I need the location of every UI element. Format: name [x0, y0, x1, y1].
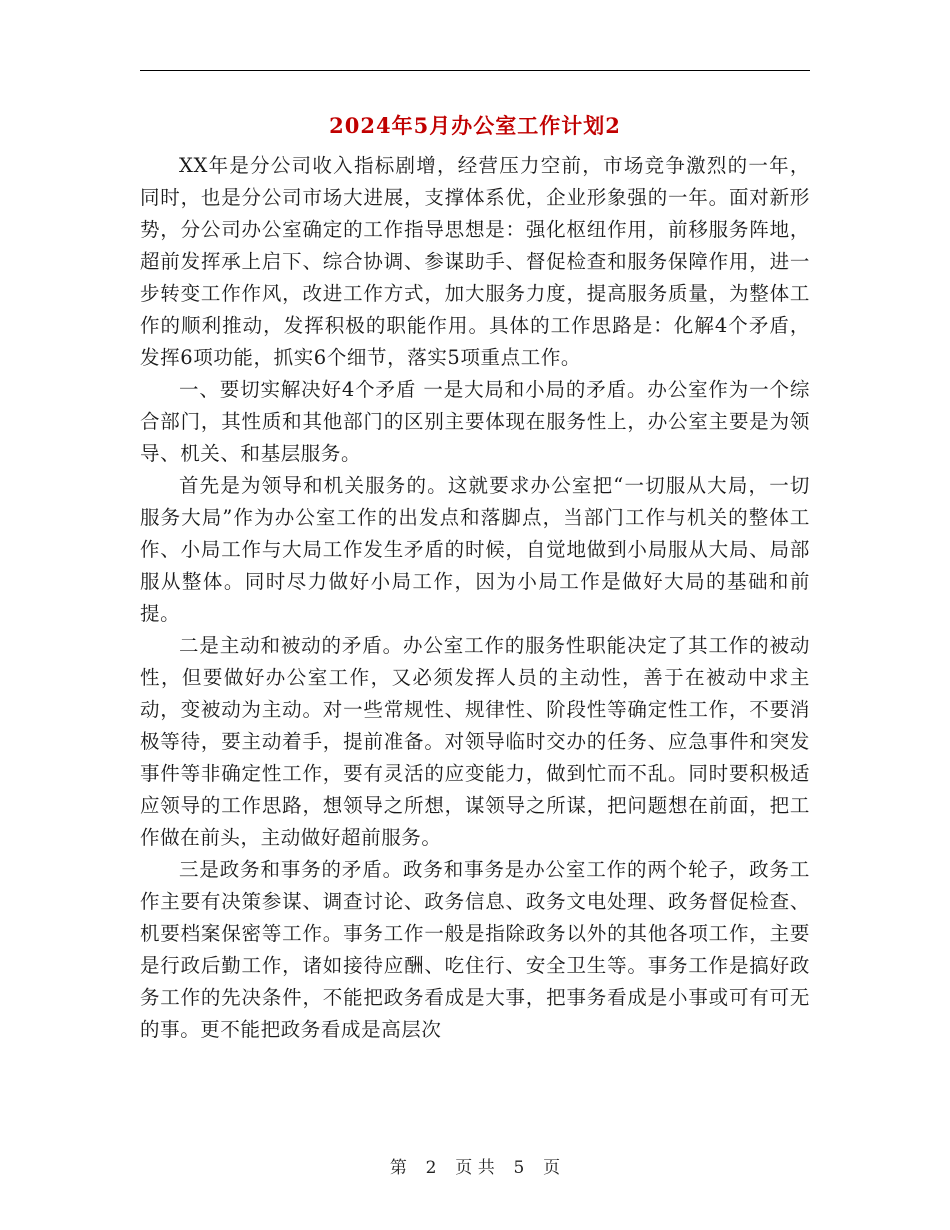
header-rule — [140, 70, 810, 71]
footer-total-pages: 5 — [513, 1158, 525, 1178]
paragraph: XX年是分公司收入指标剧增，经营压力空前，市场竞争激烈的一年，同时，也是分公司市场大进展，支撑体系优，企业形象强的一年。面对新形势，分公司办公室确定的工作指导思想是：强化枢纽作用，前移服务阵地，超前发挥承上启下、综合协调、参谋助手、督促检查和服务保障作用，进一步转变工作作风，改进工作方式，加大服务力度，提高服务质量，为整体工作的顺利推动，发挥积极的职能作用。具体的工作思路是：化解4个矛盾，发挥6项功能，抓实6个细节，落实5项重点工作。 — [140, 154, 810, 369]
page-footer — [140, 1153, 810, 1178]
footer-suffix: 页 — [543, 1158, 561, 1178]
footer-middle: 页 共 — [455, 1158, 495, 1178]
paragraph: 首先是为领导和机关服务的。这就要求办公室把“一切服从大局，一切服务大局”作为办公室工作的出发点和落脚点，当部门工作与机关的整体工作、小局工作与大局工作发生矛盾的时候，自觉地做到小局服从大局、局部服从整体。同时尽力做好小局工作，因为小局工作是做好大局的基础和前提。 — [140, 474, 810, 625]
document-title: 2024年5月办公室工作计划2 — [329, 113, 621, 138]
document-body — [140, 150, 810, 1046]
footer-prefix: 第 — [389, 1158, 407, 1178]
footer-page-number: 2 — [425, 1158, 437, 1178]
paragraph: 二是主动和被动的矛盾。办公室工作的服务性职能决定了其工作的被动性，但要做好办公室工作，又必须发挥人员的主动性，善于在被动中求主动，变被动为主动。对一些常规性、规律性、阶段性等确定性工作，不要消极等待，要主动着手，提前准备。对领导临时交办的任务、应急事件和突发事件等非确定性工作，要有灵活的应变能力，做到忙而不乱。同时要积极适应领导的工作思路，想领导之所想，谋领导之所谋，把问题想在前面，把工作做在前头，主动做好超前服务。 — [140, 634, 810, 849]
paragraph: 一、要切实解决好4个矛盾 一是大局和小局的矛盾。办公室作为一个综合部门，其性质和其他部门的区别主要体现在服务性上，办公室主要是为领导、机关、和基层服务。 — [140, 378, 810, 465]
paragraph: 三是政务和事务的矛盾。政务和事务是办公室工作的两个轮子，政务工作主要有决策参谋、调查讨论、政务信息、政务文电处理、政务督促检查、机要档案保密等工作。事务工作一般是指除政务以外的其他各项工作，主要是行政后勤工作，诸如接待应酬、吃住行、安全卫生等。事务工作是搞好政务工作的先决条件，不能把政务看成是大事，把事务看成是小事或可有可无的事。更不能把政务看成是高层次 — [140, 858, 810, 1041]
